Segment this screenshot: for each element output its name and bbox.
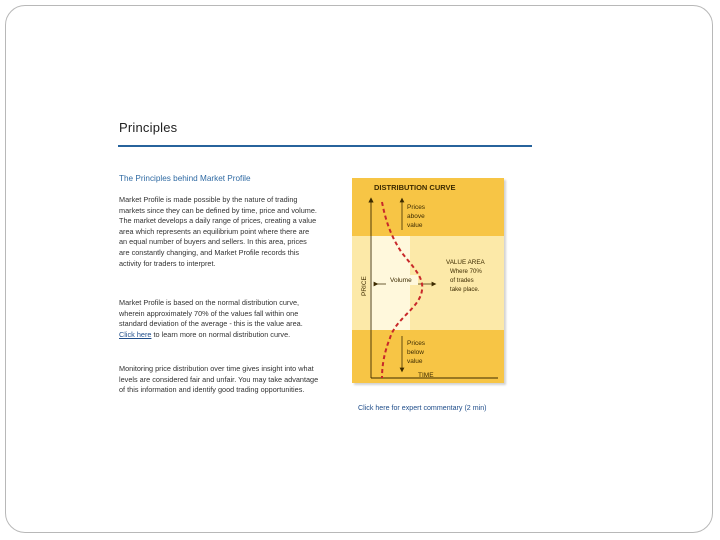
value-area-description: Where 70% of trades take place. xyxy=(450,268,482,293)
value-area-title: VALUE AREA xyxy=(446,259,485,266)
normal-distribution-link[interactable]: Click here xyxy=(119,329,152,339)
expert-commentary-link[interactable]: Click here for expert commentary (2 min) xyxy=(358,404,487,412)
title-divider xyxy=(118,145,532,147)
distribution-curve-diagram xyxy=(352,178,504,383)
price-axis-label: PRICE xyxy=(361,276,368,296)
time-axis-label: TIME xyxy=(418,372,434,379)
paragraph-intro: Market Profile is made possible by the nature of trading markets since they can be defined by time, price and volume. The market develops a daily range of prices, creating a value area which represents an equilibrium point where there are an equal number of buyers and sellers. In this area, prices are constantly changing, and Market Profile records this activity for traders to interpret. xyxy=(119,195,317,268)
diagram-title: DISTRIBUTION CURVE xyxy=(374,183,456,192)
page-title: Principles xyxy=(119,120,178,135)
below-value-label: Prices below value xyxy=(407,340,426,365)
paragraph-distribution xyxy=(119,298,319,340)
paragraph-distribution-text: Market Profile is based on the normal distribution curve, wherein approximately 70% of the values fall within one standard deviation of the average - this is the value area. xyxy=(119,298,303,329)
volume-label: Volume xyxy=(390,277,412,284)
above-value-label: Prices above value xyxy=(407,204,426,229)
paragraph-monitoring: Monitoring price distribution over time gives insight into what levels are considered fair and unfair. You may take advantage of this information and identify good trading opportunities. xyxy=(119,364,319,395)
section-subtitle: The Principles behind Market Profile xyxy=(119,174,251,183)
paragraph-distribution-tail: to learn more on normal distribution curve. xyxy=(153,329,291,339)
